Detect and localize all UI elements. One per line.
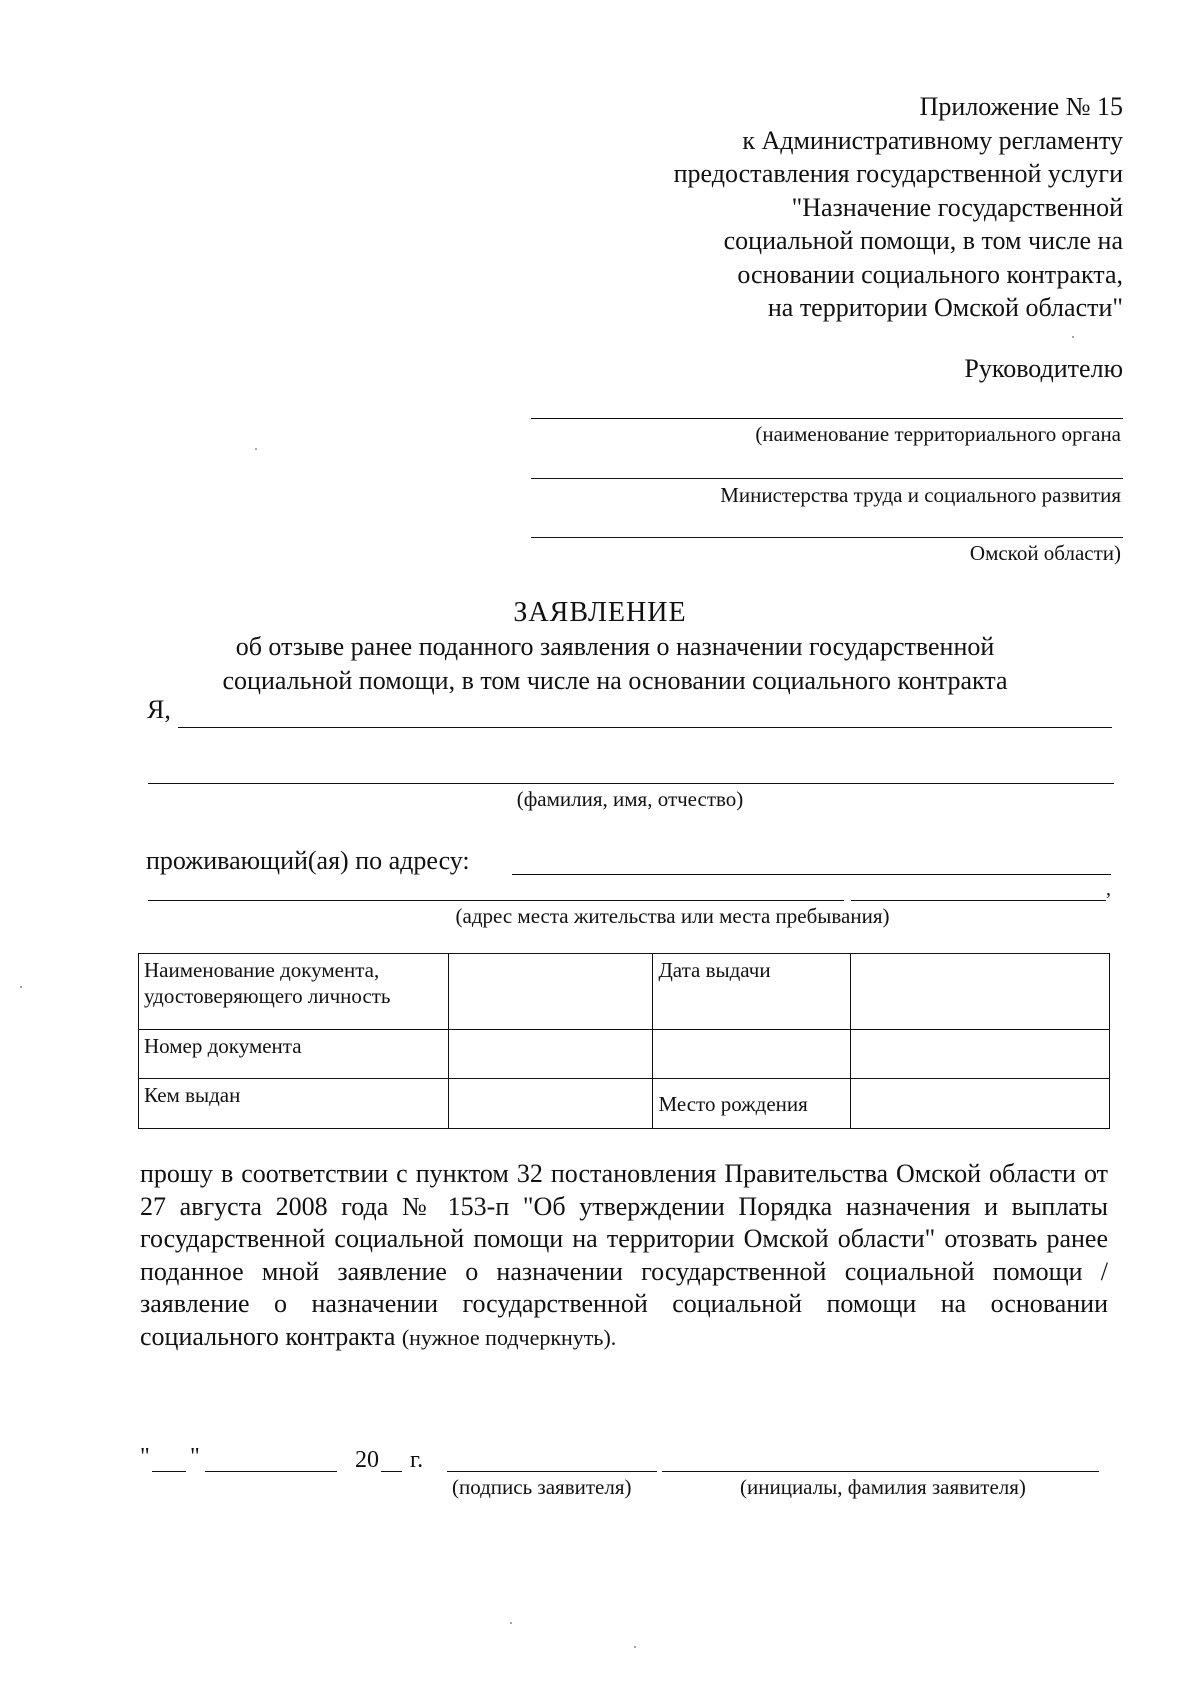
birthplace-label: Место рождения [653, 1079, 851, 1129]
addressee-line-1[interactable] [531, 418, 1123, 419]
doc-number-value[interactable] [448, 1030, 653, 1079]
appendix-line: "Назначение государственной [791, 192, 1123, 222]
request-text: прошу в соответствии с пунктом 32 постановления Правительства Омской области от 27 августа 2008 года № 153-п "Об утверждении Порядка назначения и выплаты государственной социальной помощи на территории Омской области" отозвать ранее поданное мной заявление о назначении государственной социальной помощи / заявление о назначении государственной социальной помощи на основании социального контракта [140, 1159, 1108, 1351]
date-day-line[interactable] [152, 1471, 186, 1472]
name-initials-caption: (инициалы, фамилия заявителя) [740, 1475, 1026, 1499]
address-caption: (адрес места жительства или места пребывания) [455, 904, 890, 928]
addressee-caption-2: Министерства труда и социального развития [720, 483, 1121, 507]
request-note: (нужное подчеркнуть). [401, 1324, 617, 1350]
date-quote-close: " [190, 1444, 200, 1470]
appendix-line: социальной помощи, в том числе на [723, 226, 1123, 255]
doc-number-label: Номер документа [139, 1030, 449, 1079]
issue-date-value[interactable] [851, 954, 1110, 1030]
date-quote-open: " [140, 1444, 150, 1470]
date-month-line[interactable] [205, 1471, 337, 1472]
applicant-prefix: Я, [147, 695, 171, 724]
appendix-line: Приложение № 15 [919, 92, 1123, 121]
addressee-caption-3: Омской области) [969, 541, 1121, 565]
appendix-line: предоставления государственной услуги [673, 159, 1123, 188]
signature-line[interactable] [447, 1471, 657, 1472]
applicant-name-line-2[interactable] [148, 783, 1114, 784]
empty-cell [653, 1030, 851, 1079]
table-row [139, 1079, 1110, 1129]
scan-speck [20, 986, 22, 988]
subtitle-line-1: об отзыве ранее поданного заявления о назначении государственной [235, 632, 995, 661]
addressee-line-3[interactable] [531, 537, 1123, 538]
address-line-2a[interactable] [148, 900, 844, 901]
issue-date-label: Дата выдачи [653, 954, 851, 1030]
document-subtitle [150, 630, 1080, 698]
address-comma: , [1106, 878, 1111, 900]
scan-speck [1072, 336, 1074, 338]
addressee-line-2[interactable] [531, 478, 1123, 479]
address-line-2b[interactable] [851, 900, 1106, 901]
appendix-line: к Административному регламенту [742, 125, 1123, 155]
address-line-1[interactable] [512, 874, 1111, 875]
empty-cell [851, 1030, 1110, 1079]
date-year-prefix: 20 [355, 1447, 379, 1473]
birthplace-value[interactable] [851, 1079, 1110, 1129]
document-title: ЗАЯВЛЕНИЕ [513, 597, 687, 628]
applicant-name-line-1[interactable] [178, 727, 1112, 728]
scan-speck [510, 1622, 512, 1624]
date-year-suffix: г. [410, 1447, 424, 1473]
request-paragraph [140, 1158, 1108, 1354]
appendix-line: на территории Омской области" [767, 293, 1123, 322]
table-row [139, 1030, 1110, 1079]
id-document-table [138, 953, 1110, 1129]
name-caption: (фамилия, имя, отчество) [516, 787, 744, 811]
addressee-title: Руководителю [964, 354, 1123, 383]
doc-name-value[interactable] [448, 954, 653, 1030]
addressee-caption-1: (наименование территориального органа [755, 422, 1121, 446]
subtitle-line-2: социальной помощи, в том числе на основании социального контракта [222, 666, 1008, 695]
address-label: проживающий(ая) по адресу: [146, 846, 470, 875]
issued-by-value[interactable] [448, 1079, 653, 1129]
scan-speck [634, 1646, 636, 1648]
issued-by-label: Кем выдан [139, 1079, 449, 1129]
appendix-header [483, 90, 1123, 325]
name-line[interactable] [662, 1471, 1099, 1472]
scan-speck [255, 448, 257, 450]
signature-caption: (подпись заявителя) [452, 1475, 632, 1499]
date-year-line[interactable] [381, 1471, 402, 1472]
appendix-line: основании социального контракта, [737, 259, 1123, 289]
doc-name-label: Наименование документа, удостоверяющего личность [139, 954, 449, 1030]
table-row [139, 954, 1110, 1030]
